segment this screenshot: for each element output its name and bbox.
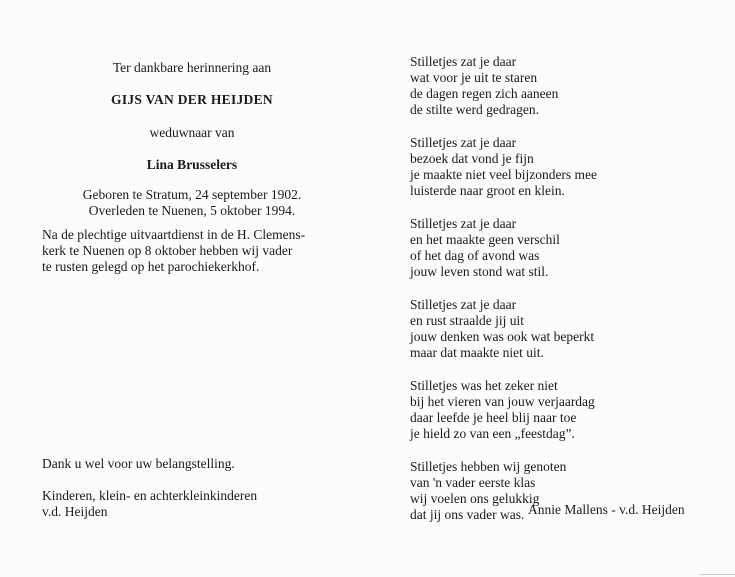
poem-line: de stilte werd gedragen.	[410, 102, 539, 117]
poem-line: Stilletjes was het zeker niet	[410, 378, 558, 393]
scan-edge-divider	[700, 574, 735, 575]
poem-line: en het maakte geen verschil	[410, 232, 560, 247]
life-dates	[42, 187, 342, 219]
poem-stanza	[410, 378, 710, 442]
birth-line: Geboren te Stratum, 24 september 1902.	[82, 187, 302, 202]
poem-line: of het dag of avond was	[410, 248, 540, 263]
intro-text: Ter dankbare herinnering aan	[112, 60, 272, 75]
poem-line: maar dat maakte niet uit.	[410, 345, 544, 360]
poem	[410, 54, 710, 540]
funeral-text	[42, 227, 342, 275]
poem-line: daar leefde je heel blij naar toe	[410, 410, 577, 425]
poem-line: je maakte niet veel bijzonders mee	[410, 167, 598, 182]
poem-line: je hield zo van een „feestdag”.	[410, 426, 575, 441]
poem-line: van 'n vader eerste klas	[410, 475, 536, 490]
thanks-text: Dank u wel voor uw belangstelling.	[42, 456, 235, 471]
poem-line: de dagen regen zich aaneen	[410, 86, 559, 101]
poem-stanza	[410, 135, 710, 199]
death-line: Overleden te Nuenen, 5 oktober 1994.	[88, 203, 296, 218]
poem-line: bij het vieren van jouw verjaardag	[410, 394, 595, 409]
spouse-name: Lina Brusselers	[146, 157, 238, 172]
funeral-line: kerk te Nuenen op 8 oktober hebben wij vader	[42, 243, 293, 258]
poem-author: Annie Mallens - v.d. Heijden	[528, 502, 685, 517]
family-signature	[42, 488, 257, 520]
poem-line: Stilletjes zat je daar	[410, 216, 517, 231]
poem-line: Stilletjes zat je daar	[410, 135, 517, 150]
deceased-name: GIJS VAN DER HEIJDEN	[111, 92, 273, 107]
poem-line: en rust straalde jij uit	[410, 313, 524, 328]
funeral-line: Na de plechtige uitvaartdienst in de H. Clemens-	[42, 227, 306, 242]
poem-line: wij voelen ons gelukkig	[410, 491, 540, 506]
poem-line: jouw leven stond wat stil.	[410, 264, 549, 279]
relation-text: weduwnaar van	[149, 125, 235, 140]
poem-line: Stilletjes hebben wij genoten	[410, 459, 567, 474]
family-line: Kinderen, klein- en achterkleinkinderen	[42, 488, 258, 503]
poem-line: Stilletjes zat je daar	[410, 297, 517, 312]
poem-stanza	[410, 297, 710, 361]
poem-stanza	[410, 54, 710, 118]
left-panel	[42, 54, 342, 275]
poem-line: Stilletjes zat je daar	[410, 54, 517, 69]
poem-line: jouw denken was ook wat beperkt	[410, 329, 595, 344]
funeral-line: te rusten gelegd op het parochiekerkhof.	[42, 259, 260, 274]
family-line: v.d. Heijden	[42, 504, 108, 519]
poem-line: wat voor je uit te staren	[410, 70, 538, 85]
poem-line: luisterde naar groot en klein.	[410, 183, 565, 198]
poem-line: dat jij ons vader was.	[410, 507, 525, 522]
poem-stanza	[410, 216, 710, 280]
poem-line: bezoek dat vond je fijn	[410, 151, 534, 166]
